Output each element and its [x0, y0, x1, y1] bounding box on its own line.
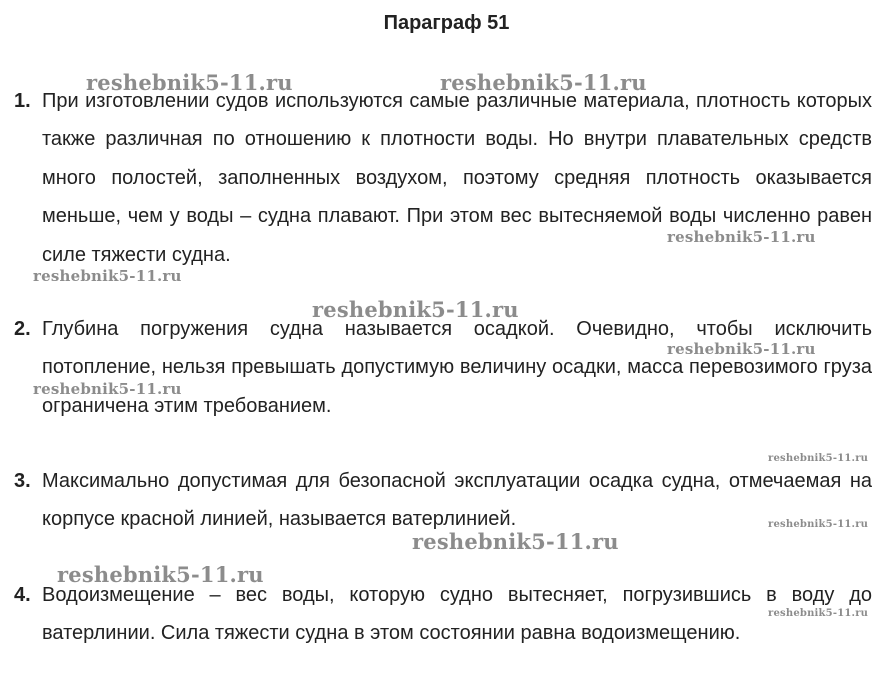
watermark: reshebnik5-11.ru: [312, 297, 519, 322]
item-text: Водоизмещение – вес воды, которую судно вытесняет, погрузившись в воду до ватерлинии. Сила тяжести судна в этом состоянии равна водоизмещению.: [42, 584, 872, 645]
watermark: reshebnik5-11.ru: [768, 519, 869, 530]
list-item-4: [14, 576, 872, 653]
list-item-3: [14, 462, 872, 539]
watermark: reshebnik5-11.ru: [33, 380, 182, 398]
watermark: reshebnik5-11.ru: [667, 228, 816, 246]
watermark: reshebnik5-11.ru: [768, 453, 869, 464]
page-title: Параграф 51: [383, 12, 510, 34]
item-number: 4.: [14, 584, 31, 606]
watermark: reshebnik5-11.ru: [33, 267, 182, 285]
list-item-2: [14, 310, 872, 425]
item-text: При изготовлении судов используются самые различные материала, плотность которых также различная по отношению к плотности воды. Но внутри плавательных средств много полостей, заполненных воздухом, поэтому средняя плотность оказывается меньше, чем у воды – судна плавают. При этом вес вытесняемой воды численно равен силе тяжести судна.: [42, 90, 872, 266]
watermark: reshebnik5-11.ru: [768, 608, 869, 619]
watermark: reshebnik5-11.ru: [440, 70, 647, 95]
watermark: reshebnik5-11.ru: [86, 70, 293, 95]
item-number: 3.: [14, 470, 31, 492]
watermark: reshebnik5-11.ru: [412, 529, 619, 554]
watermark: reshebnik5-11.ru: [667, 340, 816, 358]
watermark: reshebnik5-11.ru: [57, 562, 264, 587]
item-number: 1.: [14, 90, 31, 112]
item-number: 2.: [14, 318, 31, 340]
item-text: Максимально допустимая для безопасной эксплуатации осадка судна, отмечаемая на корпусе красной линией, называется ватерлинией.: [42, 470, 872, 531]
item-text: Глубина погружения судна называется осадкой. Очевидно, чтобы исключить потопление, нельзя превышать допустимую величину осадки, масса перевозимого груза ограничена этим требованием.: [42, 318, 872, 417]
